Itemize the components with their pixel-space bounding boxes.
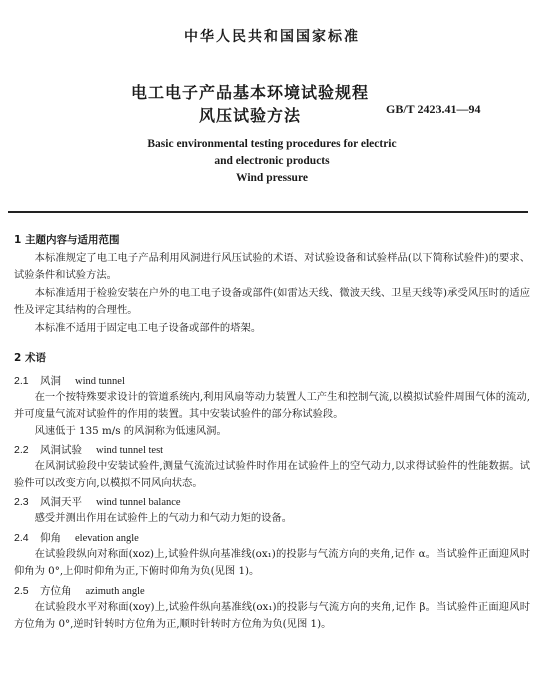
term-name: 仰角 bbox=[40, 532, 61, 544]
term-2-2-definition: 在风洞试验段中安装试验件,测量气流流过试验件时作用在试验件上的空气动力,以求得试验件的性能数据。试验件可以改变方向,以模拟不同风向状态。 bbox=[14, 460, 530, 489]
standard-number: GB/T 2423.41—94 bbox=[386, 102, 481, 116]
section-1-paragraph-1: 本标准规定了电工电子产品利用风洞进行风压试验的术语、对试验设备和试验样品(以下简称试验件)的要求、试验条件和试验方法。 bbox=[14, 252, 530, 281]
term-2-4 bbox=[14, 530, 139, 545]
header-divider bbox=[8, 211, 528, 213]
term-2-5 bbox=[14, 583, 145, 598]
section-1-heading: 1 主题内容与适用范围 bbox=[14, 234, 120, 246]
term-english: elevation angle bbox=[75, 533, 139, 544]
english-title-line-1: Basic environmental testing procedures for electric bbox=[147, 138, 397, 150]
english-title-line-3: Wind pressure bbox=[236, 172, 308, 184]
title-line-1: 电工电子产品基本环境试验规程 bbox=[130, 83, 369, 102]
term-2-3 bbox=[14, 494, 181, 509]
term-number: 2.4 bbox=[14, 532, 29, 544]
term-english: wind tunnel bbox=[75, 376, 125, 387]
section-1-paragraph-2: 本标准适用于检验安装在户外的电工电子设备或部件(如雷达天线、微波天线、卫星天线等)承受风压时的适应性及评定其结构的合理性。 bbox=[14, 287, 530, 316]
term-name: 方位角 bbox=[40, 585, 72, 597]
term-english: wind tunnel balance bbox=[96, 497, 181, 508]
term-name: 风洞 bbox=[40, 375, 61, 387]
term-english: azimuth angle bbox=[85, 586, 145, 597]
term-number: 2.2 bbox=[14, 444, 29, 456]
term-number: 2.1 bbox=[14, 375, 29, 387]
term-english: wind tunnel test bbox=[96, 445, 164, 456]
term-name: 风洞天平 bbox=[40, 496, 82, 508]
term-number: 2.5 bbox=[14, 585, 29, 597]
english-title-line-2: and electronic products bbox=[214, 155, 330, 167]
title-line-2: 风压试验方法 bbox=[198, 106, 301, 125]
section-2-heading: 2 术语 bbox=[14, 352, 46, 364]
term-2-4-definition: 在试验段纵向对称面(xoz)上,试验件纵向基准线(ox₁)的投影与气流方向的夹角,记作 α。当试验件正面迎风时仰角为 0°,上仰时仰角为正,下俯时仰角为负(见图 1)。 bbox=[14, 548, 530, 577]
term-name: 风洞试验 bbox=[40, 444, 82, 456]
term-2-5-definition: 在试验段水平对称面(xoy)上,试验件纵向基准线(ox₁)的投影与气流方向的夹角,记作 β。当试验件正面迎风时方位角为 0°,逆时针转时方位角为正,顺时针转时方位角为负(见图 1)。 bbox=[14, 601, 530, 630]
section-1-paragraph-3: 本标准不适用于固定电工电子设备或部件的塔架。 bbox=[34, 322, 262, 334]
term-2-3-definition: 感受并测出作用在试验件上的气动力和气动力矩的设备。 bbox=[34, 512, 293, 524]
national-standard-header: 中华人民共和国国家标准 bbox=[184, 29, 360, 45]
term-number: 2.3 bbox=[14, 496, 29, 508]
term-2-1-definition: 在一个按特殊要求设计的管道系统内,利用风扇等动力装置人工产生和控制气流,以模拟试验件周围气体的流动,并可度量气流对试验件的作用的装置。其中安装试验件的部分称试验段。 bbox=[14, 391, 530, 420]
term-2-1-note: 风速低于 135 m/s 的风洞称为低速风洞。 bbox=[34, 425, 227, 437]
term-2-1 bbox=[14, 373, 125, 388]
term-2-2 bbox=[14, 442, 163, 457]
